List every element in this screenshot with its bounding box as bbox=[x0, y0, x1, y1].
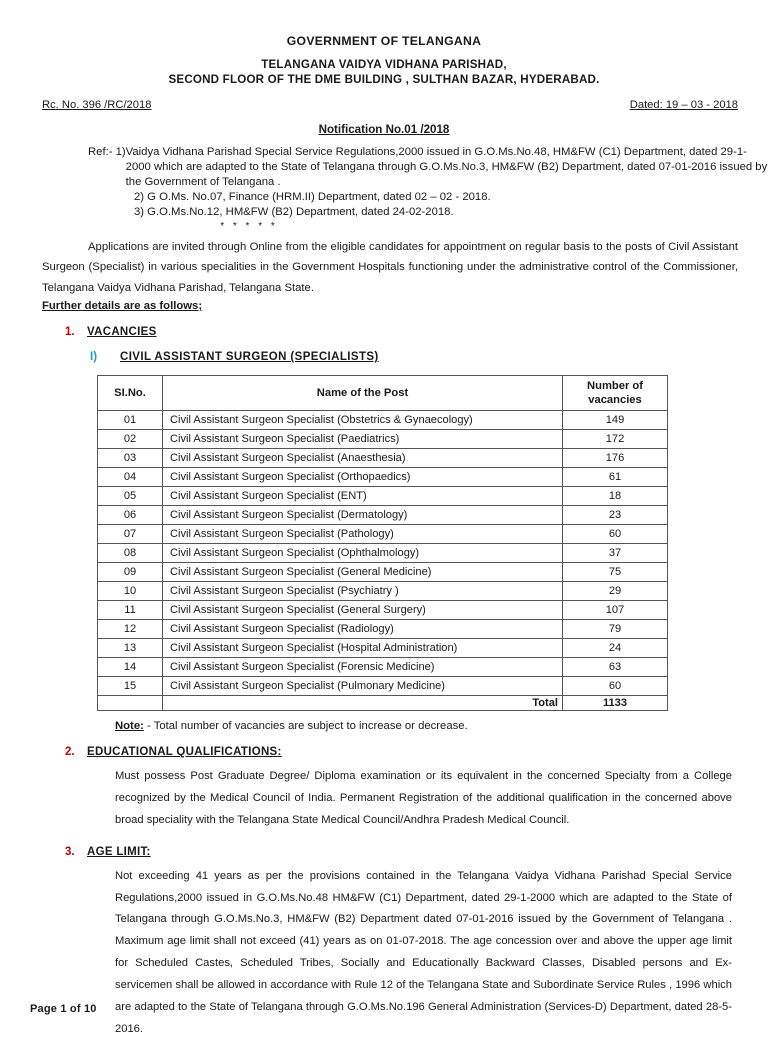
table-row bbox=[98, 487, 668, 506]
cell-post-name: Civil Assistant Surgeon Specialist (Dermatology) bbox=[163, 506, 563, 525]
table-row bbox=[98, 582, 668, 601]
cell-post-name: Civil Assistant Surgeon Specialist (Orthopaedics) bbox=[163, 468, 563, 487]
cell-vacancy-count: 172 bbox=[563, 430, 668, 449]
section-number: 3. bbox=[65, 845, 75, 858]
table-row bbox=[98, 525, 668, 544]
section-title: AGE LIMIT: bbox=[87, 845, 151, 858]
rc-number: Rc. No. 396 /RC/2018 bbox=[42, 99, 152, 111]
cell-slno: 05 bbox=[98, 487, 163, 506]
notification-title: Notification No.01 /2018 bbox=[318, 123, 450, 136]
document-date: Dated: 19 – 03 - 2018 bbox=[629, 99, 738, 111]
table-row bbox=[98, 449, 668, 468]
note-label: Note: bbox=[115, 720, 144, 733]
cell-vacancy-count: 61 bbox=[563, 468, 668, 487]
cell-post-name: Civil Assistant Surgeon Specialist (General Medicine) bbox=[163, 563, 563, 582]
subsection-number: I) bbox=[90, 351, 98, 364]
cell-total-value: 1133 bbox=[563, 696, 668, 711]
document-header bbox=[0, 0, 768, 86]
education-paragraph: Must possess Post Graduate Degree/ Diploma examination or its equivalent in the concerned Specialty from a College recognized by the Medical Council of India. Permanent Registration of the additional qualification in the concerned above broad speciality with the Telangana State Medical Council/Andhra Pradesh Medical Council. bbox=[115, 770, 732, 826]
cell-post-name: Civil Assistant Surgeon Specialist (Anaesthesia) bbox=[163, 449, 563, 468]
subsection-heading-civil-assistant-surgeon bbox=[90, 351, 768, 363]
table-row bbox=[98, 677, 668, 696]
cell-slno: 04 bbox=[98, 468, 163, 487]
cell-post-name: Civil Assistant Surgeon Specialist (Obstetrics & Gynaecology) bbox=[163, 411, 563, 430]
table-total-row bbox=[98, 696, 668, 711]
note-text: - Total number of vacancies are subject to increase or decrease. bbox=[143, 720, 468, 733]
cell-vacancy-count: 37 bbox=[563, 544, 668, 563]
cell-post-name: Civil Assistant Surgeon Specialist (Radiology) bbox=[163, 620, 563, 639]
further-details-heading: Further details are as follows; bbox=[42, 300, 203, 313]
section-heading-age-limit bbox=[65, 846, 768, 858]
section-title: EDUCATIONAL QUALIFICATIONS: bbox=[87, 746, 282, 759]
table-body bbox=[98, 411, 668, 711]
section-number: 1. bbox=[65, 326, 75, 339]
table-row bbox=[98, 563, 668, 582]
section-title: VACANCIES bbox=[87, 326, 157, 339]
cell-post-name: Civil Assistant Surgeon Specialist (General Surgery) bbox=[163, 601, 563, 620]
cell-vacancy-count: 23 bbox=[563, 506, 668, 525]
cell-vacancy-count: 24 bbox=[563, 639, 668, 658]
column-header-slno: SI.No. bbox=[98, 376, 163, 411]
section-number: 2. bbox=[65, 746, 75, 759]
references-block bbox=[88, 145, 768, 220]
cell-slno: 14 bbox=[98, 658, 163, 677]
cell-slno: 15 bbox=[98, 677, 163, 696]
cell-post-name: Civil Assistant Surgeon Specialist (Ophthalmology) bbox=[163, 544, 563, 563]
table-row bbox=[98, 544, 668, 563]
intro-paragraph: Applications are invited through Online from the eligible candidates for appointment on regular basis to the posts of Civil Assistant Surgeon (Specialist) in various specialities in the Government Hospitals functioning under the administrative control of the Commissioner, Telangana Vaidya Vidhana Parishad, Telangana State. bbox=[42, 240, 738, 295]
cell-total-label: Total bbox=[163, 696, 563, 711]
cell-vacancy-count: 107 bbox=[563, 601, 668, 620]
reference-item-3: 3) G.O.Ms.No.12, HM&FW (B2) Department, dated 24-02-2018. bbox=[134, 205, 454, 218]
divider-asterisks: * * * * * bbox=[220, 220, 278, 232]
cell-post-name: Civil Assistant Surgeon Specialist (Pulmonary Medicine) bbox=[163, 677, 563, 696]
vacancy-note bbox=[115, 720, 768, 732]
cell-vacancy-count: 176 bbox=[563, 449, 668, 468]
cell-vacancy-count: 29 bbox=[563, 582, 668, 601]
cell-slno: 09 bbox=[98, 563, 163, 582]
cell-vacancy-count: 79 bbox=[563, 620, 668, 639]
cell-slno: 13 bbox=[98, 639, 163, 658]
table-row bbox=[98, 506, 668, 525]
cell-vacancy-count: 75 bbox=[563, 563, 668, 582]
cell-post-name: Civil Assistant Surgeon Specialist (Paediatrics) bbox=[163, 430, 563, 449]
cell-vacancy-count: 63 bbox=[563, 658, 668, 677]
cell-total-blank bbox=[98, 696, 163, 711]
cell-slno: 02 bbox=[98, 430, 163, 449]
cell-vacancy-count: 60 bbox=[563, 677, 668, 696]
page-footer: Page 1 of 10 bbox=[30, 1003, 97, 1015]
cell-slno: 06 bbox=[98, 506, 163, 525]
vacancy-table bbox=[97, 375, 668, 711]
cell-post-name: Civil Assistant Surgeon Specialist (Psychiatry ) bbox=[163, 582, 563, 601]
age-limit-paragraph: Not exceeding 41 years as per the provisions contained in the Telangana Vaidya Vidhana Parishad Special Service Regulations,2000 issued in G.O.Ms.No.48 HM&FW (C1) Department, dated 29-1-2000 which are adapted to the State of Telangana through G.O.Ms.No.3, HM&FW (B2) Department dated 07-01-2016 issued by the Government of Telangana . Maximum age limit shall not exceed (41) years as on 01-07-2018. The age concession over and above the upper age limit for Scheduled Castes, Scheduled Tribes, Socially and Educationally Backward Classes, Disabled persons and Ex-servicemen shall be allowed in accordance with Rule 12 of the Telangana State and Subordinate Service Rules , 1996 which are adapted to the State of Telangana through G.O.Ms.No.196 General Administration (Services-D) Department, dated 28-5-2016. bbox=[115, 869, 732, 1035]
government-title: GOVERNMENT OF TELANGANA bbox=[286, 34, 482, 48]
section-heading-education bbox=[65, 746, 768, 758]
reference-number-row bbox=[42, 99, 738, 111]
table-row bbox=[98, 639, 668, 658]
table-head bbox=[98, 376, 668, 411]
cell-post-name: Civil Assistant Surgeon Specialist (Pathology) bbox=[163, 525, 563, 544]
reference-item-2: 2) G O.Ms. No.07, Finance (HRM.II) Department, dated 02 – 02 - 2018. bbox=[134, 190, 491, 203]
cell-vacancy-count: 18 bbox=[563, 487, 668, 506]
cell-slno: 08 bbox=[98, 544, 163, 563]
cell-slno: 01 bbox=[98, 411, 163, 430]
column-header-post: Name of the Post bbox=[163, 376, 563, 411]
section-heading-vacancies bbox=[65, 326, 768, 338]
organization-title: TELANGANA VAIDYA VIDHANA PARISHAD, bbox=[261, 58, 507, 71]
table-row bbox=[98, 620, 668, 639]
cell-vacancy-count: 149 bbox=[563, 411, 668, 430]
column-header-vacancies-line1: Number of bbox=[587, 380, 643, 393]
vacancy-table-wrapper bbox=[97, 375, 768, 711]
subsection-title: CIVIL ASSISTANT SURGEON (SPECIALISTS) bbox=[120, 351, 379, 364]
table-row bbox=[98, 430, 668, 449]
cell-slno: 03 bbox=[98, 449, 163, 468]
table-row bbox=[98, 658, 668, 677]
cell-post-name: Civil Assistant Surgeon Specialist (ENT) bbox=[163, 487, 563, 506]
table-row bbox=[98, 601, 668, 620]
cell-slno: 11 bbox=[98, 601, 163, 620]
organization-address: SECOND FLOOR OF THE DME BUILDING , SULTHAN BAZAR, HYDERABAD. bbox=[168, 73, 600, 86]
cell-post-name: Civil Assistant Surgeon Specialist (Hospital Administration) bbox=[163, 639, 563, 658]
cell-post-name: Civil Assistant Surgeon Specialist (Forensic Medicine) bbox=[163, 658, 563, 677]
column-header-vacancies bbox=[563, 376, 668, 411]
table-row bbox=[98, 468, 668, 487]
reference-item-1 bbox=[88, 145, 768, 190]
column-header-vacancies-line2: vacancies bbox=[588, 394, 642, 407]
cell-slno: 07 bbox=[98, 525, 163, 544]
reference-label: Ref:- 1) bbox=[88, 146, 126, 158]
reference-item-1-text: Vaidya Vidhana Parishad Special Service Regulations,2000 issued in G.O.Ms.No.48, HM&FW (C1) Department, dated 29-1-2000 which are adapted to the State of Telangana through G.O.Ms.No.3, HM&FW (B2) Department, dated 07-01-2016 issued by the Government of Telangana . bbox=[125, 146, 768, 188]
table-header-row bbox=[98, 376, 668, 411]
cell-vacancy-count: 60 bbox=[563, 525, 668, 544]
table-row bbox=[98, 411, 668, 430]
cell-slno: 12 bbox=[98, 620, 163, 639]
cell-slno: 10 bbox=[98, 582, 163, 601]
